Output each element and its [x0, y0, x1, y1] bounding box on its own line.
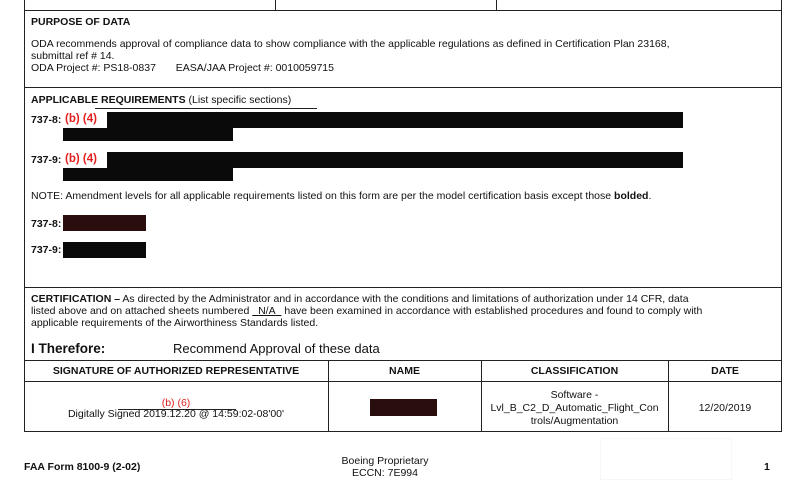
eccn-label: ECCN: 7E994: [352, 467, 418, 479]
date-header: DATE: [711, 365, 739, 377]
amend-label-737-9: 737-9:: [31, 244, 62, 256]
certification-line-2: [31, 305, 702, 317]
name-redaction: [370, 399, 437, 416]
sheets-numbered-field: [252, 305, 281, 317]
certification-heading: CERTIFICATION –: [31, 293, 121, 305]
section-rule: [24, 287, 782, 288]
signature-date: 12/20/2019: [698, 402, 752, 414]
signature-header: SIGNATURE OF AUTHORIZED REPRESENTATIVE: [52, 365, 300, 377]
easa-project-label: EASA/JAA Project #:: [175, 62, 273, 74]
certification-text-2b: have been examined in accordance with established procedures and found to comply with: [284, 305, 703, 317]
project-numbers: [31, 62, 334, 74]
req-row-exemption-737-8: (b) (4): [65, 113, 97, 125]
note-bolded: bolded: [614, 190, 649, 202]
classification-header: CLASSIFICATION: [530, 365, 619, 377]
requirements-heading-line: [31, 94, 291, 106]
redaction-block: [63, 215, 146, 231]
section-rule: [24, 10, 782, 11]
easa-project-value: 0010059715: [275, 62, 334, 74]
signature-exemption: (b) (6): [161, 397, 191, 409]
amendment-note: [31, 190, 651, 202]
classification-line-2: Lvl_B_C2_D_Automatic_Flight_Con: [490, 402, 659, 414]
purpose-heading: PURPOSE OF DATA: [31, 16, 131, 28]
redaction-block: [63, 168, 233, 181]
classification-line-3: trols/Augmentation: [530, 415, 619, 427]
redaction-block: [63, 128, 233, 141]
req-row-exemption-737-9: (b) (4): [65, 153, 97, 165]
faint-stamp: [600, 438, 732, 480]
heading-underline: [95, 108, 317, 109]
certification-text-2a: listed above and on attached sheets numbered: [31, 305, 250, 317]
name-header: NAME: [389, 365, 420, 377]
purpose-line-2: submittal ref # 14.: [31, 50, 115, 62]
form-number: FAA Form 8100-9 (2-02): [24, 461, 141, 473]
req-row-label-737-8: 737-8:: [31, 114, 62, 126]
req-row-label-737-9: 737-9:: [31, 154, 62, 166]
proprietary-label: Boeing Proprietary: [341, 455, 429, 467]
certification-line-1: [31, 293, 689, 305]
page-number: 1: [764, 461, 770, 473]
sheets-numbered-value: N/A: [258, 305, 276, 317]
section-rule: [24, 87, 782, 88]
redaction-block: [63, 242, 146, 258]
digital-signature-line: Digitally Signed 2019.12.20 @ 14:59:02-08'00': [67, 408, 285, 420]
requirements-heading-note: (List specific sections): [188, 94, 292, 106]
certification-text-1: As directed by the Administrator and in accordance with the conditions and limitations of authorization under 14 CFR, data: [122, 293, 689, 305]
requirements-heading: APPLICABLE REQUIREMENTS: [31, 94, 186, 106]
certification-line-3: applicable requirements of the Airworthiness Standards listed.: [31, 317, 319, 329]
redaction-block: [107, 152, 683, 168]
note-suffix: .: [648, 190, 652, 202]
top-divider: [275, 0, 276, 10]
note-text: NOTE: Amendment levels for all applicable requirements listed on this form are per the model certification basis except those: [31, 190, 615, 202]
oda-project-label: ODA Project #:: [31, 62, 101, 74]
top-divider: [496, 0, 497, 10]
therefore-label: I Therefore:: [31, 341, 106, 356]
classification-line-1: Software -: [550, 389, 599, 401]
amend-label-737-8: 737-8:: [31, 218, 62, 230]
purpose-line-1: ODA recommends approval of compliance data to show compliance with the applicable regulations as defined in Certification Plan 23168,: [31, 38, 670, 50]
oda-project-value: PS18-0837: [103, 62, 156, 74]
recommend-text: Recommend Approval of these data: [173, 341, 380, 356]
redaction-block: [107, 112, 683, 128]
